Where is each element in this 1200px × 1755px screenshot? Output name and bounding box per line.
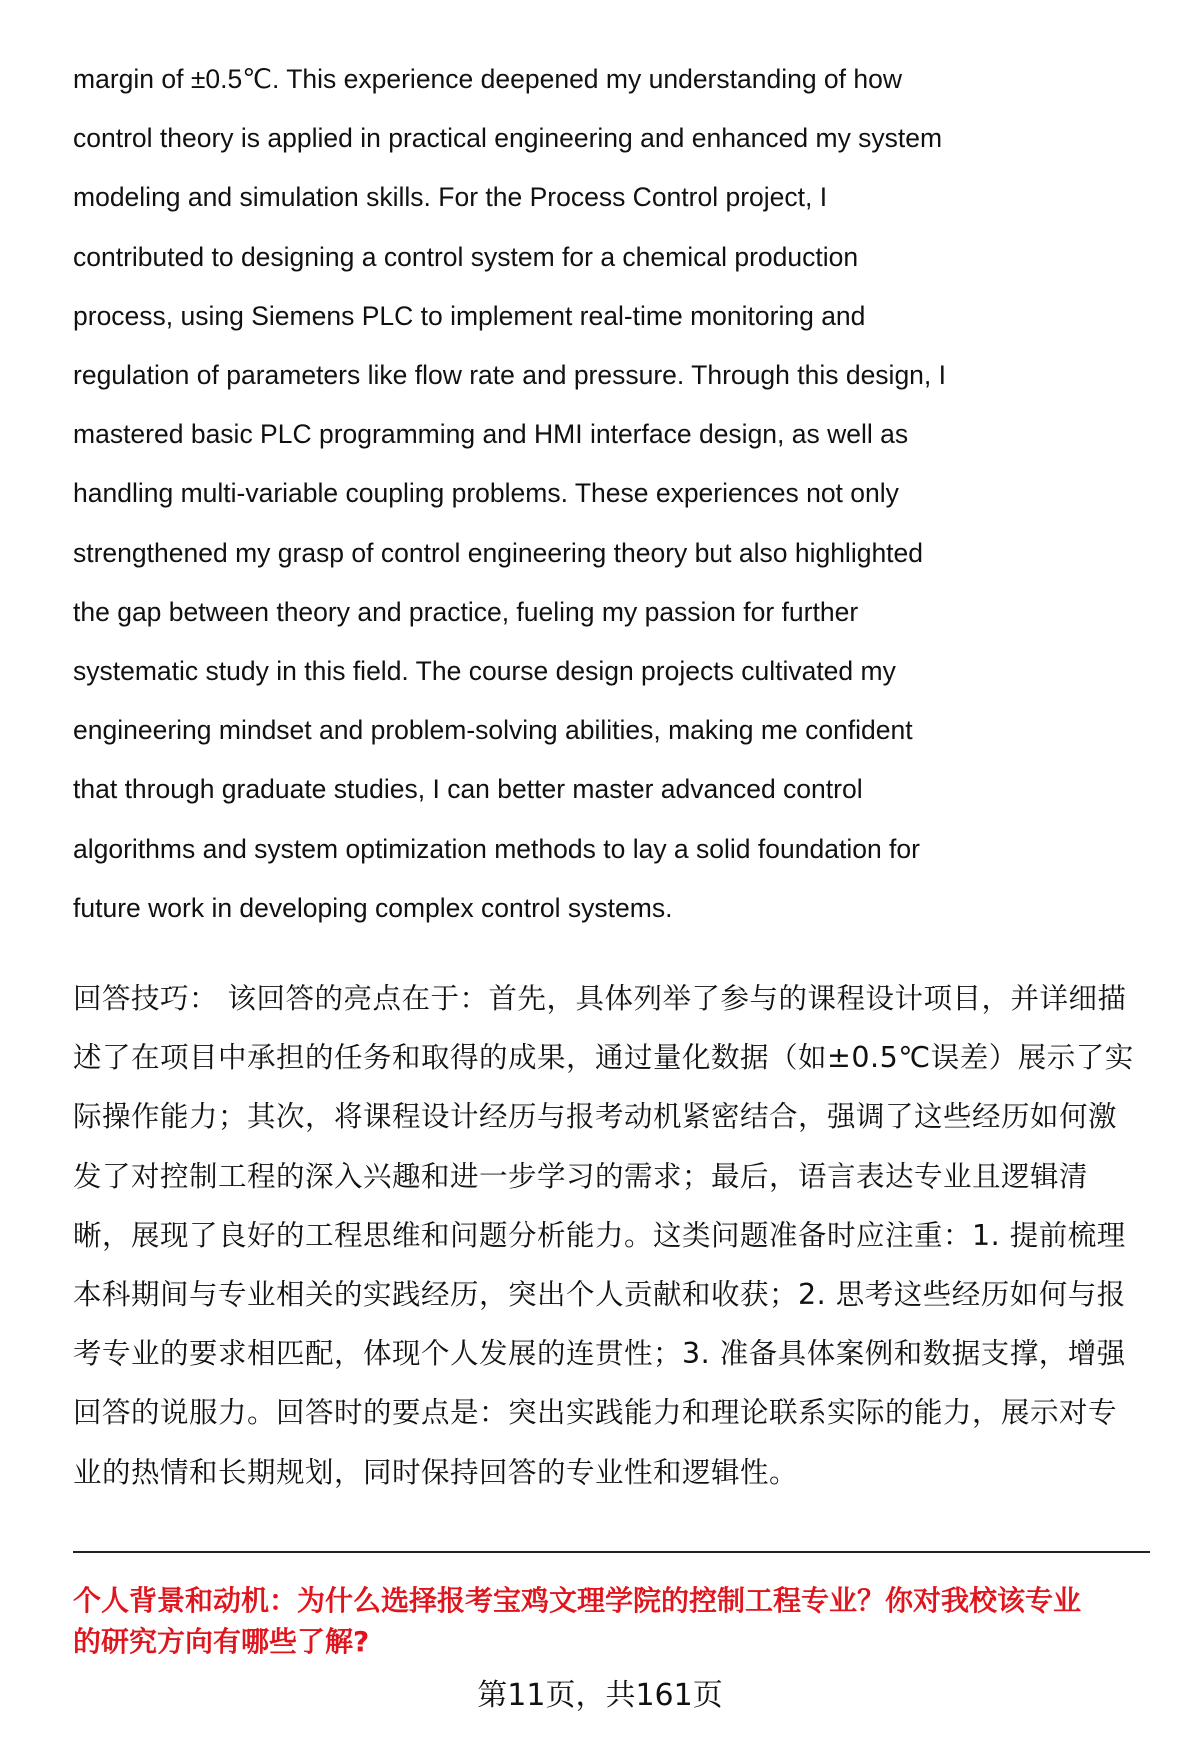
tips-line: 本科期间与专业相关的实践经历，突出个人贡献和收获；2. 思考这些经历如何与报: [73, 1278, 1126, 1311]
tips-line: 业的热情和长期规划，同时保持回答的专业性和逻辑性。: [73, 1455, 799, 1489]
tips-line: 际操作能力；其次，将课程设计经历与报考动机紧密结合，强调了这些经历如何激: [73, 1100, 1118, 1134]
answer-line: engineering mindset and problem-solving abilities, making me confident: [73, 715, 913, 746]
answer-line: that through graduate studies, I can better master advanced control: [73, 774, 863, 805]
answer-line: mastered basic PLC programming and HMI interface design, as well as: [73, 419, 909, 450]
question-line: 个人背景和动机：为什么选择报考宝鸡文理学院的控制工程专业？你对我校该专业: [73, 1584, 1082, 1617]
tips-line: 考专业的要求相匹配，体现个人发展的连贯性；3. 准备具体案例和数据支撑，增强: [73, 1337, 1126, 1371]
answer-line: modeling and simulation skills. For the Process Control project, I: [73, 182, 828, 213]
tips-line: 晰，展现了良好的工程思维和问题分析能力。这类问题准备时应注重：1. 提前梳理: [73, 1218, 1126, 1252]
tips-line: 发了对控制工程的深入兴趣和进一步学习的需求；最后，语言表达专业且逻辑清: [73, 1159, 1089, 1193]
tips-line: 回答技巧： 该回答的亮点在于：首先，具体列举了参与的课程设计项目，并详细描: [73, 982, 1127, 1015]
answer-line: margin of ±0.5℃. This experience deepened my understanding of how: [73, 64, 903, 94]
answer-line: algorithms and system optimization methods to lay a solid foundation for: [73, 833, 920, 864]
divider: [73, 1551, 1150, 1553]
answer-line: regulation of parameters like flow rate and pressure. Through this design, I: [73, 360, 947, 390]
answer-line: future work in developing complex control systems.: [73, 892, 673, 923]
answer-line: process, using Siemens PLC to implement real-time monitoring and: [73, 300, 866, 331]
answer-line: contributed to designing a control system for a chemical production: [73, 241, 859, 272]
answer-line: control theory is applied in practical engineering and enhanced my system: [73, 123, 943, 154]
answer-line: handling multi-variable coupling problems. These experiences not only: [73, 478, 899, 509]
answer-line: the gap between theory and practice, fueling my passion for further: [73, 596, 859, 627]
tips-line: 回答的说服力。回答时的要点是：突出实践能力和理论联系实际的能力，展示对专: [73, 1396, 1118, 1430]
question-line: 的研究方向有哪些了解?: [73, 1625, 370, 1658]
tips-line: 述了在项目中承担的任务和取得的成果，通过量化数据（如±0.5℃误差）展示了实: [73, 1041, 1134, 1075]
answer-line: strengthened my grasp of control engineering theory but also highlighted: [73, 537, 924, 568]
answer-line: systematic study in this field. The course design projects cultivated my: [73, 656, 896, 686]
page-number: 第11页，共161页: [477, 1678, 723, 1713]
